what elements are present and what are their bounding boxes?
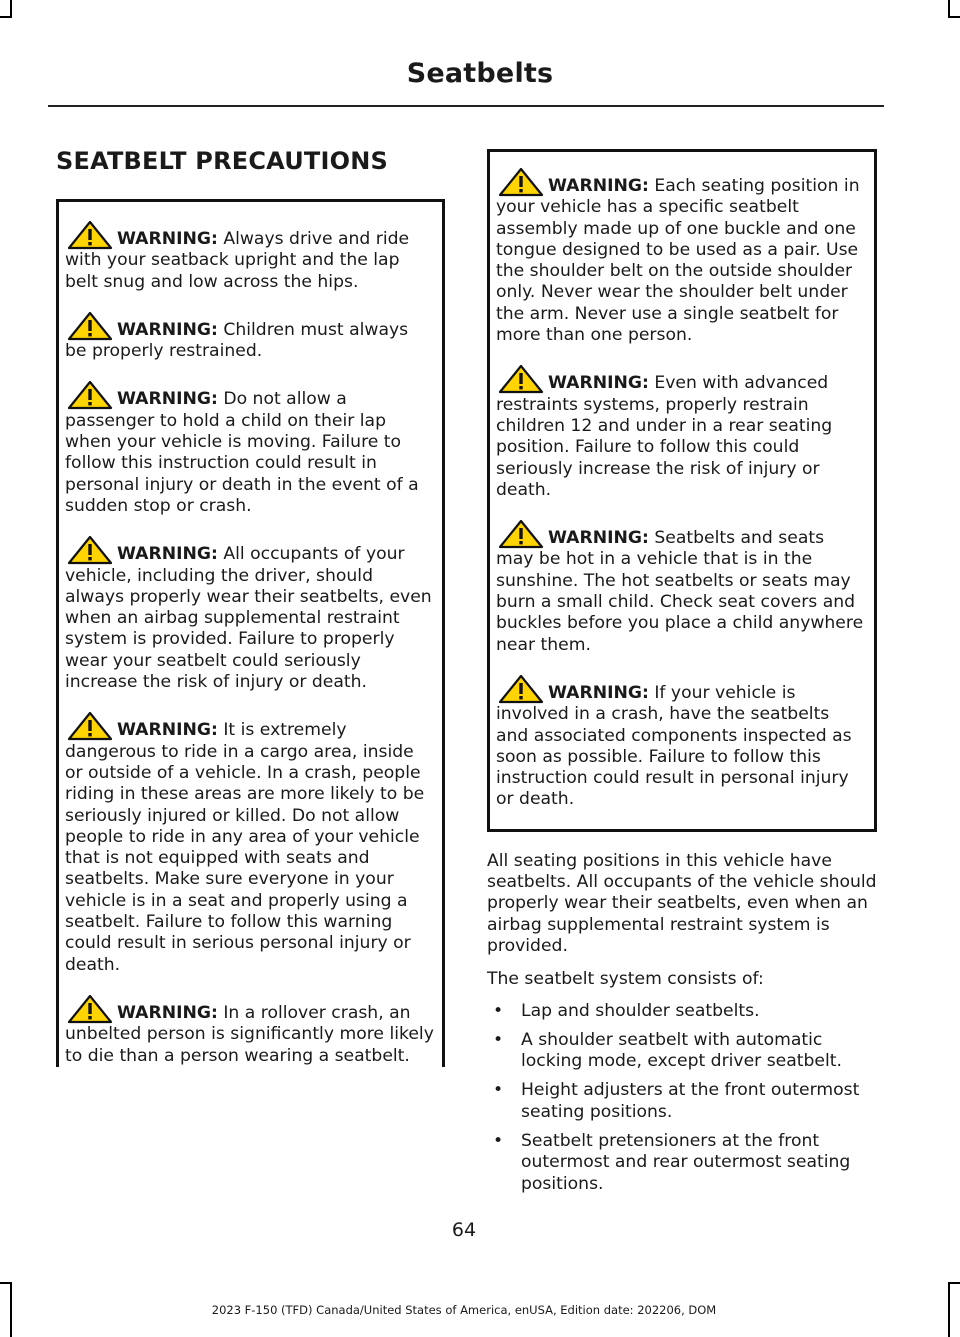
warning-item bbox=[496, 167, 866, 346]
crop-mark-top-right-h bbox=[950, 16, 960, 18]
list-item-text: Seatbelt pretensioners at the front outermost and rear outermost seating positions. bbox=[521, 1130, 851, 1194]
warning-text: In a rollover crash, an unbelted person is significantly more likely to die than a person wearing a seatbelt. bbox=[65, 1002, 434, 1066]
list-item bbox=[487, 1080, 877, 1123]
right-column bbox=[487, 149, 877, 1203]
warning-text: Even with advanced restraints systems, properly restrain children 12 and under in a rear seating position. Failure to follow this could seriously increase the risk of injury or death. bbox=[496, 373, 833, 500]
warning-triangle-icon bbox=[67, 311, 113, 341]
warning-item bbox=[496, 674, 866, 811]
warning-item bbox=[65, 380, 434, 517]
body-paragraph: All seating positions in this vehicle have seatbelts. All occupants of the vehicle should properly wear their seatbelts, even when an airbag supplemental restraint system is provided. bbox=[487, 850, 877, 956]
body-paragraph: The seatbelt system consists of: bbox=[487, 969, 764, 990]
crop-mark-top-left-h bbox=[0, 16, 10, 18]
warning-triangle-icon bbox=[498, 674, 544, 704]
warning-triangle-icon bbox=[67, 711, 113, 741]
left-column bbox=[56, 199, 445, 1079]
warning-box-left bbox=[56, 199, 445, 1067]
warning-label: WARNING: bbox=[117, 544, 218, 565]
crop-mark-top-left-v bbox=[10, 0, 12, 18]
warning-triangle-icon bbox=[67, 994, 113, 1024]
warning-text: All occupants of your vehicle, including the driver, should always properly wear their seatbelts, even when an airbag supplemental restraint system is provided. Failure to properly wear your seatbelt could seriously increase the risk of injury or death. bbox=[65, 544, 432, 693]
list-item bbox=[487, 1131, 877, 1195]
section-title: SEATBELT PRECAUTIONS bbox=[56, 147, 388, 175]
warning-triangle-icon bbox=[498, 364, 544, 394]
crop-mark-bottom-left-h bbox=[0, 1282, 12, 1284]
crop-mark-bottom-right-h bbox=[948, 1282, 960, 1284]
warning-item bbox=[496, 364, 866, 501]
warning-item bbox=[65, 220, 434, 293]
list-item bbox=[487, 1001, 877, 1022]
warning-text: Always drive and ride with your seatback upright and the lap belt snug and low across the hips. bbox=[65, 229, 410, 292]
bullet-icon: • bbox=[493, 1000, 504, 1021]
page-header-title: Seatbelts bbox=[406, 58, 554, 89]
warning-item bbox=[496, 519, 866, 656]
warning-triangle-icon bbox=[67, 535, 113, 565]
warning-label: WARNING: bbox=[117, 389, 218, 410]
warning-label: WARNING: bbox=[548, 373, 649, 394]
warning-triangle-icon bbox=[67, 380, 113, 410]
warning-text: Do not allow a passenger to hold a child on their lap when your vehicle is moving. Failure to follow this instruction could result in personal injury or death in the event of a sudden stop or crash. bbox=[65, 389, 419, 516]
list-item-text: A shoulder seatbelt with automatic locking mode, except driver seatbelt. bbox=[521, 1029, 842, 1072]
warning-triangle-icon bbox=[498, 167, 544, 197]
warning-label: WARNING: bbox=[117, 1002, 218, 1023]
crop-mark-bottom-right-v bbox=[948, 1282, 950, 1337]
warning-text: It is extremely dangerous to ride in a cargo area, inside or outside of a vehicle. In a crash, people riding in these areas are more likely to be seriously injured or killed. Do not allow people to ride in any area of your vehicle that is not equipped with seats and seatbelts. Make sure everyone in your vehicle is in a seat and properly using a seatbelt. Failure to follow this warning could result in serious personal injury or death. bbox=[65, 720, 425, 975]
list-item bbox=[487, 1030, 877, 1073]
seatbelt-system-list bbox=[487, 1001, 877, 1195]
warning-triangle-icon bbox=[498, 519, 544, 549]
warning-label: WARNING: bbox=[548, 528, 649, 549]
warning-box-right bbox=[487, 149, 877, 832]
warning-text: Each seating position in your vehicle has a specific seatbelt assembly made up of one buckle and one tongue designed to be used as a pair. Use the shoulder belt on the outside shoulder only. Never wear the shoulder belt under the arm. Never use a single seatbelt for more than one person. bbox=[496, 176, 860, 346]
warning-item bbox=[65, 535, 434, 693]
footer-edition-info: 2023 F-150 (TFD) Canada/United States of America, enUSA, Edition date: 202206, DOM bbox=[211, 1303, 717, 1317]
list-item-text: Lap and shoulder seatbelts. bbox=[521, 1000, 760, 1021]
page-number: 64 bbox=[451, 1219, 477, 1241]
bullet-icon: • bbox=[493, 1130, 504, 1151]
warning-item bbox=[65, 311, 434, 363]
warning-label: WARNING: bbox=[117, 229, 218, 249]
warning-item bbox=[65, 994, 434, 1067]
warning-label: WARNING: bbox=[548, 176, 649, 196]
header-divider bbox=[48, 105, 884, 107]
bullet-icon: • bbox=[493, 1080, 504, 1101]
warning-label: WARNING: bbox=[117, 720, 218, 741]
warning-label: WARNING: bbox=[117, 319, 218, 340]
warning-label: WARNING: bbox=[548, 682, 649, 703]
warning-text: Seatbelts and seats may be hot in a vehicle that is in the sunshine. The hot seatbelts or seats may burn a small child. Check seat covers and buckles before you place a child anywhere near them. bbox=[496, 528, 864, 655]
warning-text: Children must always be properly restrained. bbox=[65, 319, 409, 362]
warning-text: If your vehicle is involved in a crash, have the seatbelts and associated components inspected as soon as possible. Failure to follow this instruction could result in personal injury or death. bbox=[496, 682, 852, 810]
warning-item bbox=[65, 711, 434, 976]
warning-triangle-icon bbox=[67, 220, 113, 250]
bullet-icon: • bbox=[493, 1029, 504, 1050]
list-item-text: Height adjusters at the front outermost seating positions. bbox=[521, 1080, 860, 1122]
